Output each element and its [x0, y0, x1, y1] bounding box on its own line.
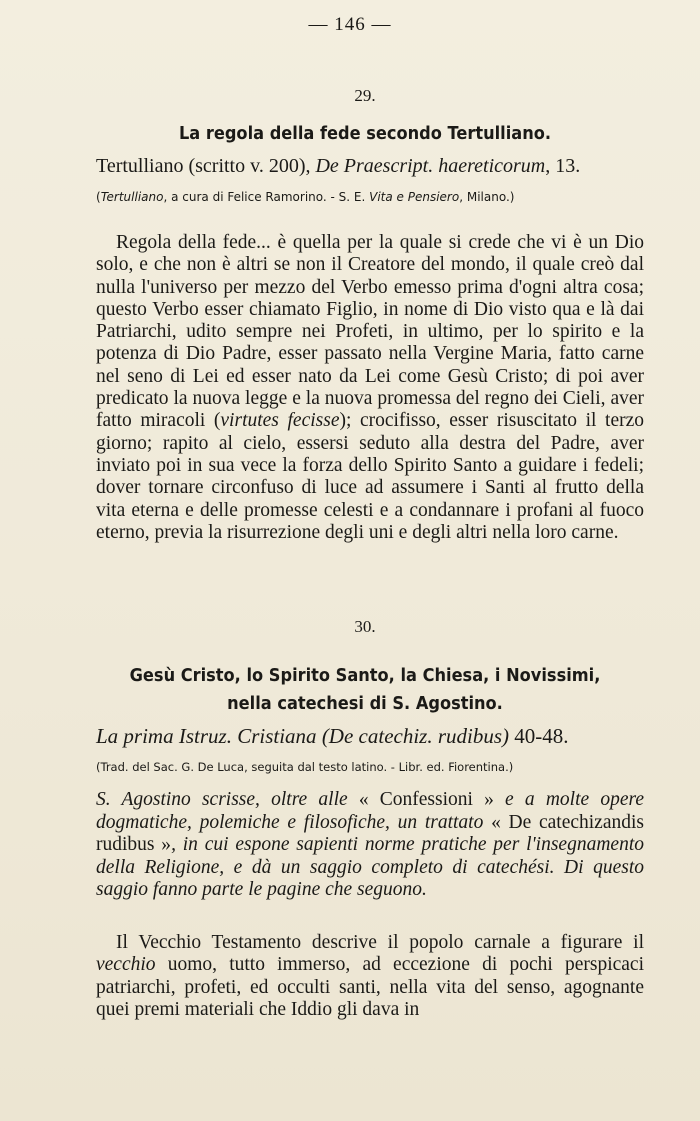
- intro-d: « De catechizandis rudibus »: [96, 811, 645, 855]
- section-30-paragraph: [96, 932, 644, 1021]
- source-suffix: , 13.: [545, 155, 581, 177]
- credit-middle: , a cura di Felice Ramorino. - S. E.: [163, 190, 370, 204]
- source-work: La prima Istruz. Cristiana: [96, 724, 317, 748]
- paragraph-b: uomo, tutto immerso, ad eccezione di pochi perspicaci patriarchi, profeti, ed occulti santi, nella vita del senso, agognante quei premi materiali che Iddio gli dava in: [96, 954, 644, 1020]
- credit-close: , Milano.): [459, 190, 515, 204]
- page-number: — 146 —: [308, 14, 392, 35]
- paragraph-italic: virtutes fecisse: [220, 410, 340, 432]
- intro-b: « Confessioni »: [358, 789, 494, 810]
- section-30-intro: [96, 789, 644, 902]
- credit-open: (: [96, 190, 101, 204]
- paragraph-italic: vecchio: [96, 954, 156, 976]
- section-29-title: La regola della fede secondo Tertulliano.: [178, 123, 552, 144]
- section-29-source: [96, 155, 656, 178]
- section-30-title-line2: nella catechesi di S. Agostino.: [227, 693, 503, 714]
- section-30-number: 30.: [354, 617, 376, 636]
- paragraph-text: Regola della fede... è quella per la quale si crede che vi è un Dio solo, e che non è altri se non il Creatore del mondo, il quale creò dal nulla l'universo per mezzo del Verbo emesso prima d'ogni altra cosa; questo Verbo esser chiamato Figlio, in nome di Dio visto qua e là dai Patriarchi, udito sempre nei Profeti, in ultimo, per lo spirito e la potenza di Dio Padre, esser passato nella Vergine Maria, fatto carne nel seno di Lei ed esser nato da Lei come Gesù Cristo; di poi aver predicato la nuova legge e la nuova promessa del regno dei Cieli, aver fatto miracoli (: [96, 232, 644, 432]
- source-prefix: Tertulliano (scritto v. 200),: [96, 155, 316, 177]
- intro-c: e a molte opere dogmatiche, polemiche e filosofiche, un trattato: [96, 789, 645, 833]
- section-29-number: 29.: [354, 86, 376, 105]
- paragraph-a: Il Vecchio Testamento descrive il popolo carnale a figurare il: [116, 932, 644, 953]
- section-30-title: [91, 662, 640, 718]
- intro-e: , in cui espone sapienti norme pratiche per l'insegnamento della Religione, e dà un saggio completo di catechési. Di questo saggio fanno parte le pagine che seguono.: [96, 834, 644, 900]
- source-work: De Praescript. haereticorum: [315, 155, 546, 177]
- credit-series: Vita e Pensiero: [369, 190, 460, 204]
- section-29-paragraph: [96, 232, 644, 544]
- section-30-source: [96, 724, 656, 749]
- section-29-credit: [96, 190, 656, 204]
- source-pages: 40-48.: [509, 724, 569, 748]
- credit-author: Tertulliano: [100, 190, 164, 204]
- source-latin: (De catechiz. rudibus): [321, 724, 510, 748]
- paragraph-text-cont: ); crocifisso, esser risuscitato il terzo giorno; rapito al cielo, essersi seduto alla destra del Padre, aver inviato poi in sua vece la forza dello Spirito Santo a guidare i fedeli; dover tornare circonfuso di luce ad assumere i Santi al frutto della vita eterna e delle promesse celesti e a condannare i profani al fuoco eterno, previa la risurrezione degli uni e degli altri nella loro carne.: [96, 410, 645, 543]
- intro-a: S. Agostino scrisse, oltre alle: [96, 789, 359, 810]
- section-30-credit: (Trad. del Sac. G. De Luca, seguita dal testo latino. - Libr. ed. Fiorentina.): [96, 760, 514, 774]
- section-30-title-line1: Gesù Cristo, lo Spirito Santo, la Chiesa, i Novissimi,: [129, 665, 601, 686]
